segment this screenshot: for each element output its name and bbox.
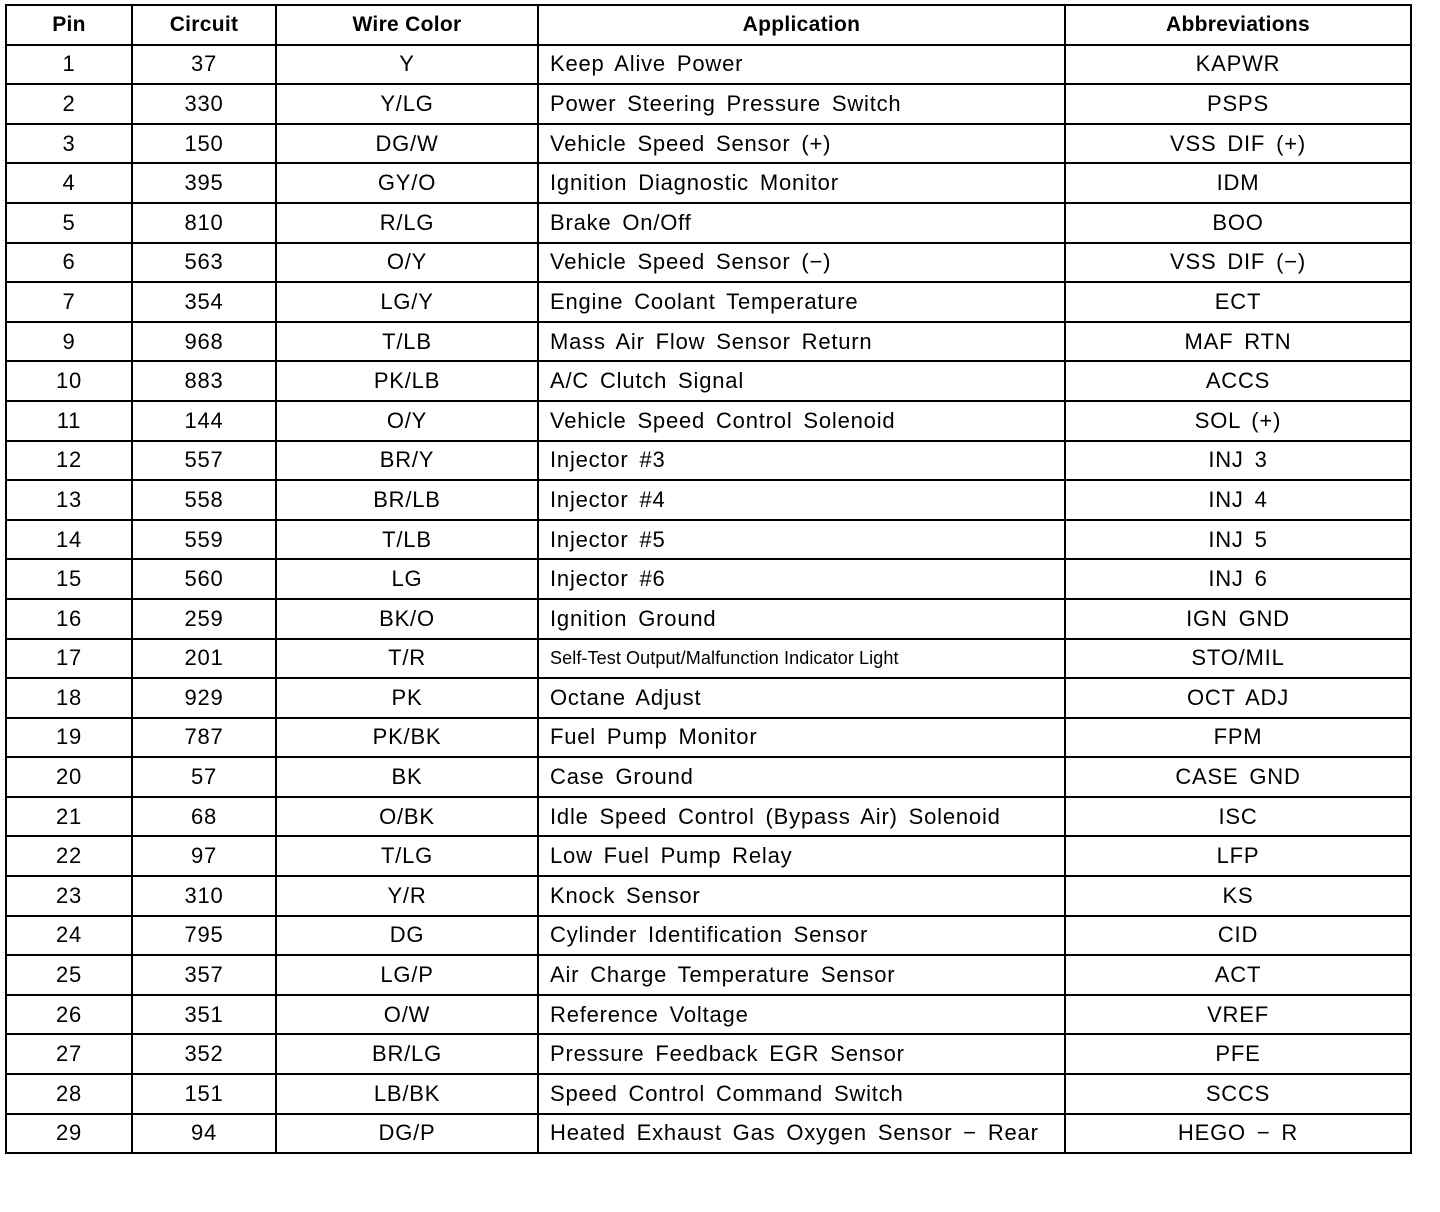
cell-wire-color: LG/Y	[276, 282, 538, 322]
table-row	[6, 797, 1411, 837]
cell-pin: 19	[6, 718, 132, 758]
header-abbreviations: Abbreviations	[1065, 5, 1411, 45]
cell-wire-color: DG/P	[276, 1114, 538, 1154]
cell-pin: 6	[6, 243, 132, 283]
cell-pin: 26	[6, 995, 132, 1035]
cell-pin: 13	[6, 480, 132, 520]
cell-application: Low Fuel Pump Relay	[538, 836, 1065, 876]
cell-wire-color: O/Y	[276, 243, 538, 283]
cell-wire-color: O/Y	[276, 401, 538, 441]
cell-wire-color: O/W	[276, 995, 538, 1035]
cell-application: Ignition Diagnostic Monitor	[538, 163, 1065, 203]
cell-abbreviation: OCT ADJ	[1065, 678, 1411, 718]
cell-application: Speed Control Command Switch	[538, 1074, 1065, 1114]
table-row	[6, 718, 1411, 758]
cell-circuit: 557	[132, 441, 276, 481]
header-wire-color: Wire Color	[276, 5, 538, 45]
cell-pin: 17	[6, 639, 132, 679]
cell-wire-color: Y/R	[276, 876, 538, 916]
cell-circuit: 259	[132, 599, 276, 639]
cell-circuit: 94	[132, 1114, 276, 1154]
cell-pin: 18	[6, 678, 132, 718]
cell-abbreviation: ECT	[1065, 282, 1411, 322]
cell-application: Knock Sensor	[538, 876, 1065, 916]
cell-wire-color: LG	[276, 559, 538, 599]
cell-pin: 9	[6, 322, 132, 362]
cell-application: Keep Alive Power	[538, 45, 1065, 85]
table-row	[6, 401, 1411, 441]
cell-application: Brake On/Off	[538, 203, 1065, 243]
cell-circuit: 883	[132, 361, 276, 401]
cell-abbreviation: MAF RTN	[1065, 322, 1411, 362]
cell-wire-color: PK	[276, 678, 538, 718]
cell-abbreviation: HEGO − R	[1065, 1114, 1411, 1154]
cell-abbreviation: KS	[1065, 876, 1411, 916]
cell-pin: 23	[6, 876, 132, 916]
table-row	[6, 282, 1411, 322]
cell-circuit: 310	[132, 876, 276, 916]
cell-wire-color: LG/P	[276, 955, 538, 995]
table-row	[6, 757, 1411, 797]
cell-wire-color: R/LG	[276, 203, 538, 243]
table-row	[6, 322, 1411, 362]
cell-circuit: 151	[132, 1074, 276, 1114]
table-row	[6, 361, 1411, 401]
cell-pin: 28	[6, 1074, 132, 1114]
cell-pin: 5	[6, 203, 132, 243]
cell-pin: 4	[6, 163, 132, 203]
cell-abbreviation: BOO	[1065, 203, 1411, 243]
cell-circuit: 351	[132, 995, 276, 1035]
cell-pin: 12	[6, 441, 132, 481]
header-application: Application	[538, 5, 1065, 45]
pin-assignment-table	[5, 4, 1412, 1154]
cell-application: Injector #5	[538, 520, 1065, 560]
header-pin: Pin	[6, 5, 132, 45]
cell-application: Injector #4	[538, 480, 1065, 520]
cell-abbreviation: VREF	[1065, 995, 1411, 1035]
table-row	[6, 955, 1411, 995]
cell-wire-color: BR/LB	[276, 480, 538, 520]
cell-pin: 22	[6, 836, 132, 876]
cell-application: Injector #3	[538, 441, 1065, 481]
table-row	[6, 124, 1411, 164]
cell-wire-color: BR/LG	[276, 1034, 538, 1074]
cell-abbreviation: VSS DIF (−)	[1065, 243, 1411, 283]
cell-application: Case Ground	[538, 757, 1065, 797]
cell-abbreviation: PFE	[1065, 1034, 1411, 1074]
table-row	[6, 876, 1411, 916]
cell-abbreviation: STO/MIL	[1065, 639, 1411, 679]
cell-application: Self-Test Output/Malfunction Indicator Light	[538, 639, 1065, 679]
cell-wire-color: T/R	[276, 639, 538, 679]
cell-application: Reference Voltage	[538, 995, 1065, 1035]
cell-pin: 1	[6, 45, 132, 85]
cell-circuit: 330	[132, 84, 276, 124]
cell-abbreviation: VSS DIF (+)	[1065, 124, 1411, 164]
cell-wire-color: LB/BK	[276, 1074, 538, 1114]
cell-circuit: 787	[132, 718, 276, 758]
table-row	[6, 559, 1411, 599]
table-row	[6, 45, 1411, 85]
cell-application: Vehicle Speed Sensor (+)	[538, 124, 1065, 164]
cell-application: Cylinder Identification Sensor	[538, 916, 1065, 956]
table-row	[6, 995, 1411, 1035]
cell-abbreviation: PSPS	[1065, 84, 1411, 124]
cell-wire-color: Y/LG	[276, 84, 538, 124]
cell-pin: 29	[6, 1114, 132, 1154]
cell-application: Engine Coolant Temperature	[538, 282, 1065, 322]
table-row	[6, 1114, 1411, 1154]
cell-circuit: 558	[132, 480, 276, 520]
table-row	[6, 520, 1411, 560]
cell-wire-color: BK/O	[276, 599, 538, 639]
table-row	[6, 1034, 1411, 1074]
cell-wire-color: BR/Y	[276, 441, 538, 481]
cell-application: A/C Clutch Signal	[538, 361, 1065, 401]
pin-table-container	[5, 4, 1410, 1154]
cell-circuit: 968	[132, 322, 276, 362]
cell-pin: 27	[6, 1034, 132, 1074]
cell-application: Fuel Pump Monitor	[538, 718, 1065, 758]
cell-circuit: 352	[132, 1034, 276, 1074]
cell-application: Vehicle Speed Control Solenoid	[538, 401, 1065, 441]
cell-abbreviation: FPM	[1065, 718, 1411, 758]
cell-wire-color: BK	[276, 757, 538, 797]
cell-circuit: 560	[132, 559, 276, 599]
cell-wire-color: T/LG	[276, 836, 538, 876]
table-row	[6, 163, 1411, 203]
cell-abbreviation: CASE GND	[1065, 757, 1411, 797]
cell-circuit: 563	[132, 243, 276, 283]
cell-abbreviation: INJ 4	[1065, 480, 1411, 520]
cell-wire-color: DG/W	[276, 124, 538, 164]
cell-abbreviation: ACT	[1065, 955, 1411, 995]
cell-application: Air Charge Temperature Sensor	[538, 955, 1065, 995]
cell-wire-color: GY/O	[276, 163, 538, 203]
cell-abbreviation: IDM	[1065, 163, 1411, 203]
cell-abbreviation: SCCS	[1065, 1074, 1411, 1114]
table-row	[6, 441, 1411, 481]
cell-pin: 10	[6, 361, 132, 401]
cell-wire-color: DG	[276, 916, 538, 956]
table-row	[6, 243, 1411, 283]
cell-pin: 2	[6, 84, 132, 124]
cell-circuit: 68	[132, 797, 276, 837]
cell-circuit: 357	[132, 955, 276, 995]
table-body	[6, 45, 1411, 1154]
cell-pin: 16	[6, 599, 132, 639]
cell-pin: 3	[6, 124, 132, 164]
cell-application: Idle Speed Control (Bypass Air) Solenoid	[538, 797, 1065, 837]
cell-wire-color: O/BK	[276, 797, 538, 837]
header-circuit: Circuit	[132, 5, 276, 45]
cell-circuit: 354	[132, 282, 276, 322]
table-row	[6, 84, 1411, 124]
cell-application: Vehicle Speed Sensor (−)	[538, 243, 1065, 283]
cell-abbreviation: INJ 6	[1065, 559, 1411, 599]
cell-wire-color: T/LB	[276, 322, 538, 362]
cell-pin: 11	[6, 401, 132, 441]
cell-application: Heated Exhaust Gas Oxygen Sensor − Rear	[538, 1114, 1065, 1154]
cell-abbreviation: INJ 3	[1065, 441, 1411, 481]
cell-circuit: 144	[132, 401, 276, 441]
cell-wire-color: PK/BK	[276, 718, 538, 758]
table-header	[6, 5, 1411, 45]
cell-abbreviation: ACCS	[1065, 361, 1411, 401]
cell-wire-color: Y	[276, 45, 538, 85]
header-row	[6, 5, 1411, 45]
table-row	[6, 599, 1411, 639]
cell-abbreviation: SOL (+)	[1065, 401, 1411, 441]
cell-pin: 21	[6, 797, 132, 837]
cell-circuit: 150	[132, 124, 276, 164]
cell-abbreviation: KAPWR	[1065, 45, 1411, 85]
cell-circuit: 810	[132, 203, 276, 243]
table-row	[6, 480, 1411, 520]
cell-application: Octane Adjust	[538, 678, 1065, 718]
cell-pin: 15	[6, 559, 132, 599]
cell-circuit: 201	[132, 639, 276, 679]
cell-circuit: 795	[132, 916, 276, 956]
table-row	[6, 203, 1411, 243]
cell-pin: 20	[6, 757, 132, 797]
cell-pin: 7	[6, 282, 132, 322]
table-row	[6, 836, 1411, 876]
cell-circuit: 57	[132, 757, 276, 797]
cell-application: Ignition Ground	[538, 599, 1065, 639]
cell-abbreviation: ISC	[1065, 797, 1411, 837]
cell-application: Mass Air Flow Sensor Return	[538, 322, 1065, 362]
cell-pin: 24	[6, 916, 132, 956]
cell-circuit: 97	[132, 836, 276, 876]
cell-application: Injector #6	[538, 559, 1065, 599]
cell-circuit: 559	[132, 520, 276, 560]
cell-wire-color: T/LB	[276, 520, 538, 560]
cell-wire-color: PK/LB	[276, 361, 538, 401]
cell-application: Pressure Feedback EGR Sensor	[538, 1034, 1065, 1074]
cell-pin: 25	[6, 955, 132, 995]
cell-circuit: 395	[132, 163, 276, 203]
cell-circuit: 37	[132, 45, 276, 85]
table-row	[6, 678, 1411, 718]
table-row	[6, 916, 1411, 956]
cell-circuit: 929	[132, 678, 276, 718]
cell-pin: 14	[6, 520, 132, 560]
cell-abbreviation: INJ 5	[1065, 520, 1411, 560]
table-row	[6, 1074, 1411, 1114]
cell-abbreviation: CID	[1065, 916, 1411, 956]
cell-abbreviation: IGN GND	[1065, 599, 1411, 639]
cell-abbreviation: LFP	[1065, 836, 1411, 876]
table-row	[6, 639, 1411, 679]
cell-application: Power Steering Pressure Switch	[538, 84, 1065, 124]
